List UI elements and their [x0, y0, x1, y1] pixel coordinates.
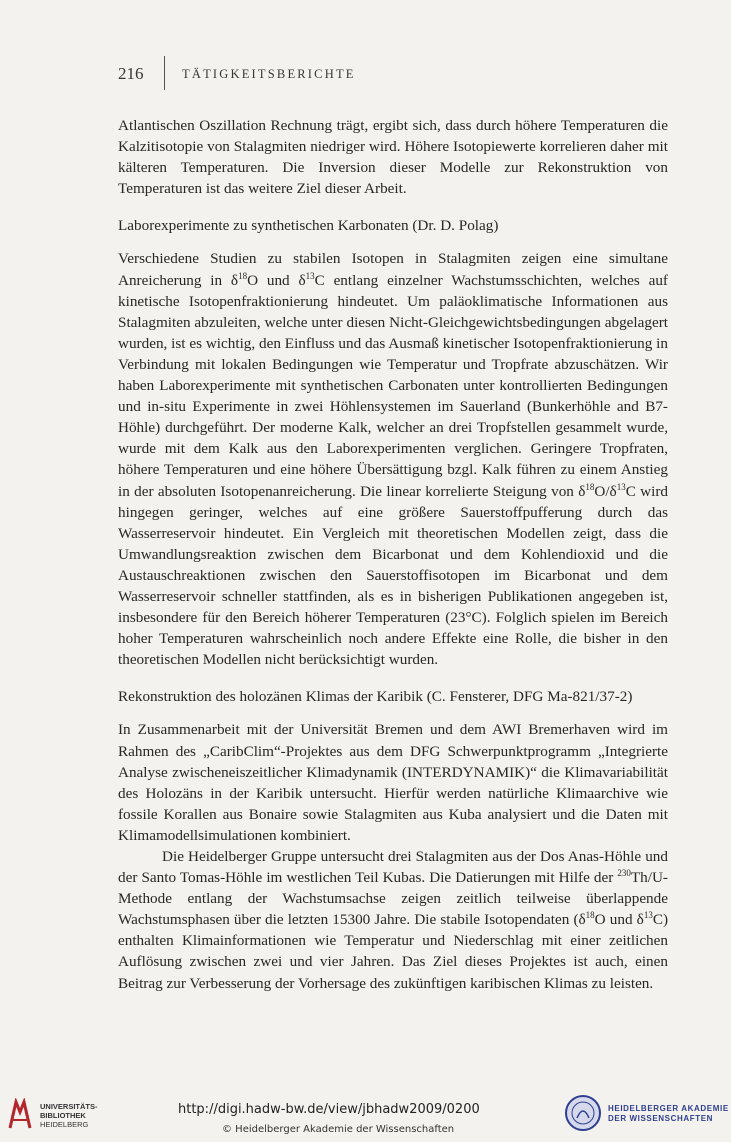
body-text: [118, 115, 668, 994]
page-number: 216: [118, 64, 144, 83]
paragraph-1: Atlantischen Oszillation Rechnung trägt, ergibt sich, dass durch höhere Temperaturen die Kalzitisotopie von Stalagmiten niedriger wird. Höhere Isotopiewerte korrelieren daher mit kälteren Temperaturen. Die Inversion dieser Modelle zur Rekonstruktion von Temperaturen ist das weitere Ziel dieser Arbeit.: [118, 117, 668, 198]
paragraph-3: In Zusammenarbeit mit der Universität Bremen und dem AWI Bremerhaven wird im Rahmen des „CaribClim“-Projektes aus dem DFG Schwerpunktprogramm „Integrierte Analyse zwischeneiszeitlicher Klimadynamik (INTERDYNAMIK)“ die Klimavariabilität des Holozäns in der Karibik untersucht. Hierfür werden natürliche Klimaarchive wie fossile Korallen aus Bonaire sowie Stalagmiten aus Kuba analysiert und die Daten mit Klimamodellsimulationen kombiniert.: [118, 721, 668, 844]
university-library-name: UNIVERSITÄTS- BIBLIOTHEK HEIDELBERG: [40, 1102, 98, 1129]
header-divider: [164, 56, 165, 90]
section-heading-laborexperimente: Laborexperimente zu synthetischen Karbonaten (Dr. D. Polag): [118, 217, 499, 235]
academy-name: HEIDELBERGER AKADEMIE DER WISSENSCHAFTEN: [608, 1104, 729, 1123]
copyright-notice: © Heidelberger Akademie der Wissenschaften: [222, 1124, 455, 1135]
section-heading-karibik: Rekonstruktion des holozänen Klimas der Karibik (C. Fensterer, DFG Ma-821/37-2): [118, 688, 633, 706]
digital-copy-link[interactable]: http://digi.hadw-bw.de/view/jbhadw2009/0200: [178, 1102, 480, 1117]
paragraph-2: Verschiedene Studien zu stabilen Isotopen in Stalagmiten zeigen eine simultane Anreicherung in $\delta^{18}O$ und $\delta^{13}C$ entlang einzelner Wachstumsschichten, welches auf kinetische Isotopenfraktionierung hindeutet. Um paläoklimatische Informationen aus Stalagmiten abzuleiten, welche unter diesen Nicht-Gleichgewichtsbedingungen abgelagert wurden, ist es wichtig, den Einfluss und das Ausmaß kinetischer Isotopenfraktionierung in Verbindung mit lokalen Bedingungen wie Temperatur und Tropfrate abzuschätzen. Wir haben Laborexperimente mit synthetischen Carbonaten unter kontrollierten Bedingungen und in-situ Experimente in zwei Höhlensystemen im Sauerland (Bunkerhöhle and B7-Höhle) durchgeführt. Der moderne Kalk, welcher an drei Tropfstellen gesammelt wurde, wurde mit dem Kalk aus den Laborexperimenten verglichen. Geringere Tropfraten, höhere Temperaturen und eine höhere Übersättigung bzgl. Kalk führen zu einem Anstieg in der absoluten Isotopenanreicherung. Die linear korrelierte Steigung von $\delta^{18}O/\delta^{13}C$ wird hingegen geringer, welches auf eine größere Sauerstoffpufferung durch das Wasserreservoir hindeutet. Ein Vergleich mit theoretischen Modellen zeigt, dass die Umwandlungsreaktion zwischen dem Bicarbonat und dem Kohlendioxid und die Austauschreaktionen zwischen den Sauerstoffisotopen im Bicarbonat und dem Wasserreservoir schneller stattfinden, als es in bisherigen Publikationen angegeben ist, insbesondere für den Bereich höherer Temperaturen (23°C). Folglich spielen im Bereich hoher Temperaturen wahrscheinlich noch andere Effekte eine Rolle, die bisher in den theoretischen Modellen nicht berücksichtigt wurden.: [118, 250, 668, 669]
academy-seal-icon: [564, 1094, 602, 1132]
running-head: TÄTIGKEITSBERICHTE: [182, 67, 356, 81]
digitization-footer: [0, 1088, 731, 1142]
university-library-logo-icon: [6, 1098, 34, 1130]
paragraph-4: Die Heidelberger Gruppe untersucht drei Stalagmiten aus der Dos Anas-Höhle und der Santo Tomas-Höhle im westlichen Teil Kubas. Die Datierungen mit Hilfe der $^{230}$Th/U-Methode entlang der Wachstumsachse zeigen zeitlich teilweise überlappende Wachstumsphasen über die letzten 15300 Jahre. Die stabile Isotopendaten ($\delta^{18}O$ und $\delta^{13}C$) enthalten Klimainformationen wie Temperatur und Niederschlag mit einer zeitlichen Auflösung zwischen zwei und vier Jahren. Das Ziel dieses Projektes ist auch, einen Beitrag zur Verbesserung der Vorhersage des zukünftigen karibischen Klimas zu leisten.: [118, 848, 668, 992]
